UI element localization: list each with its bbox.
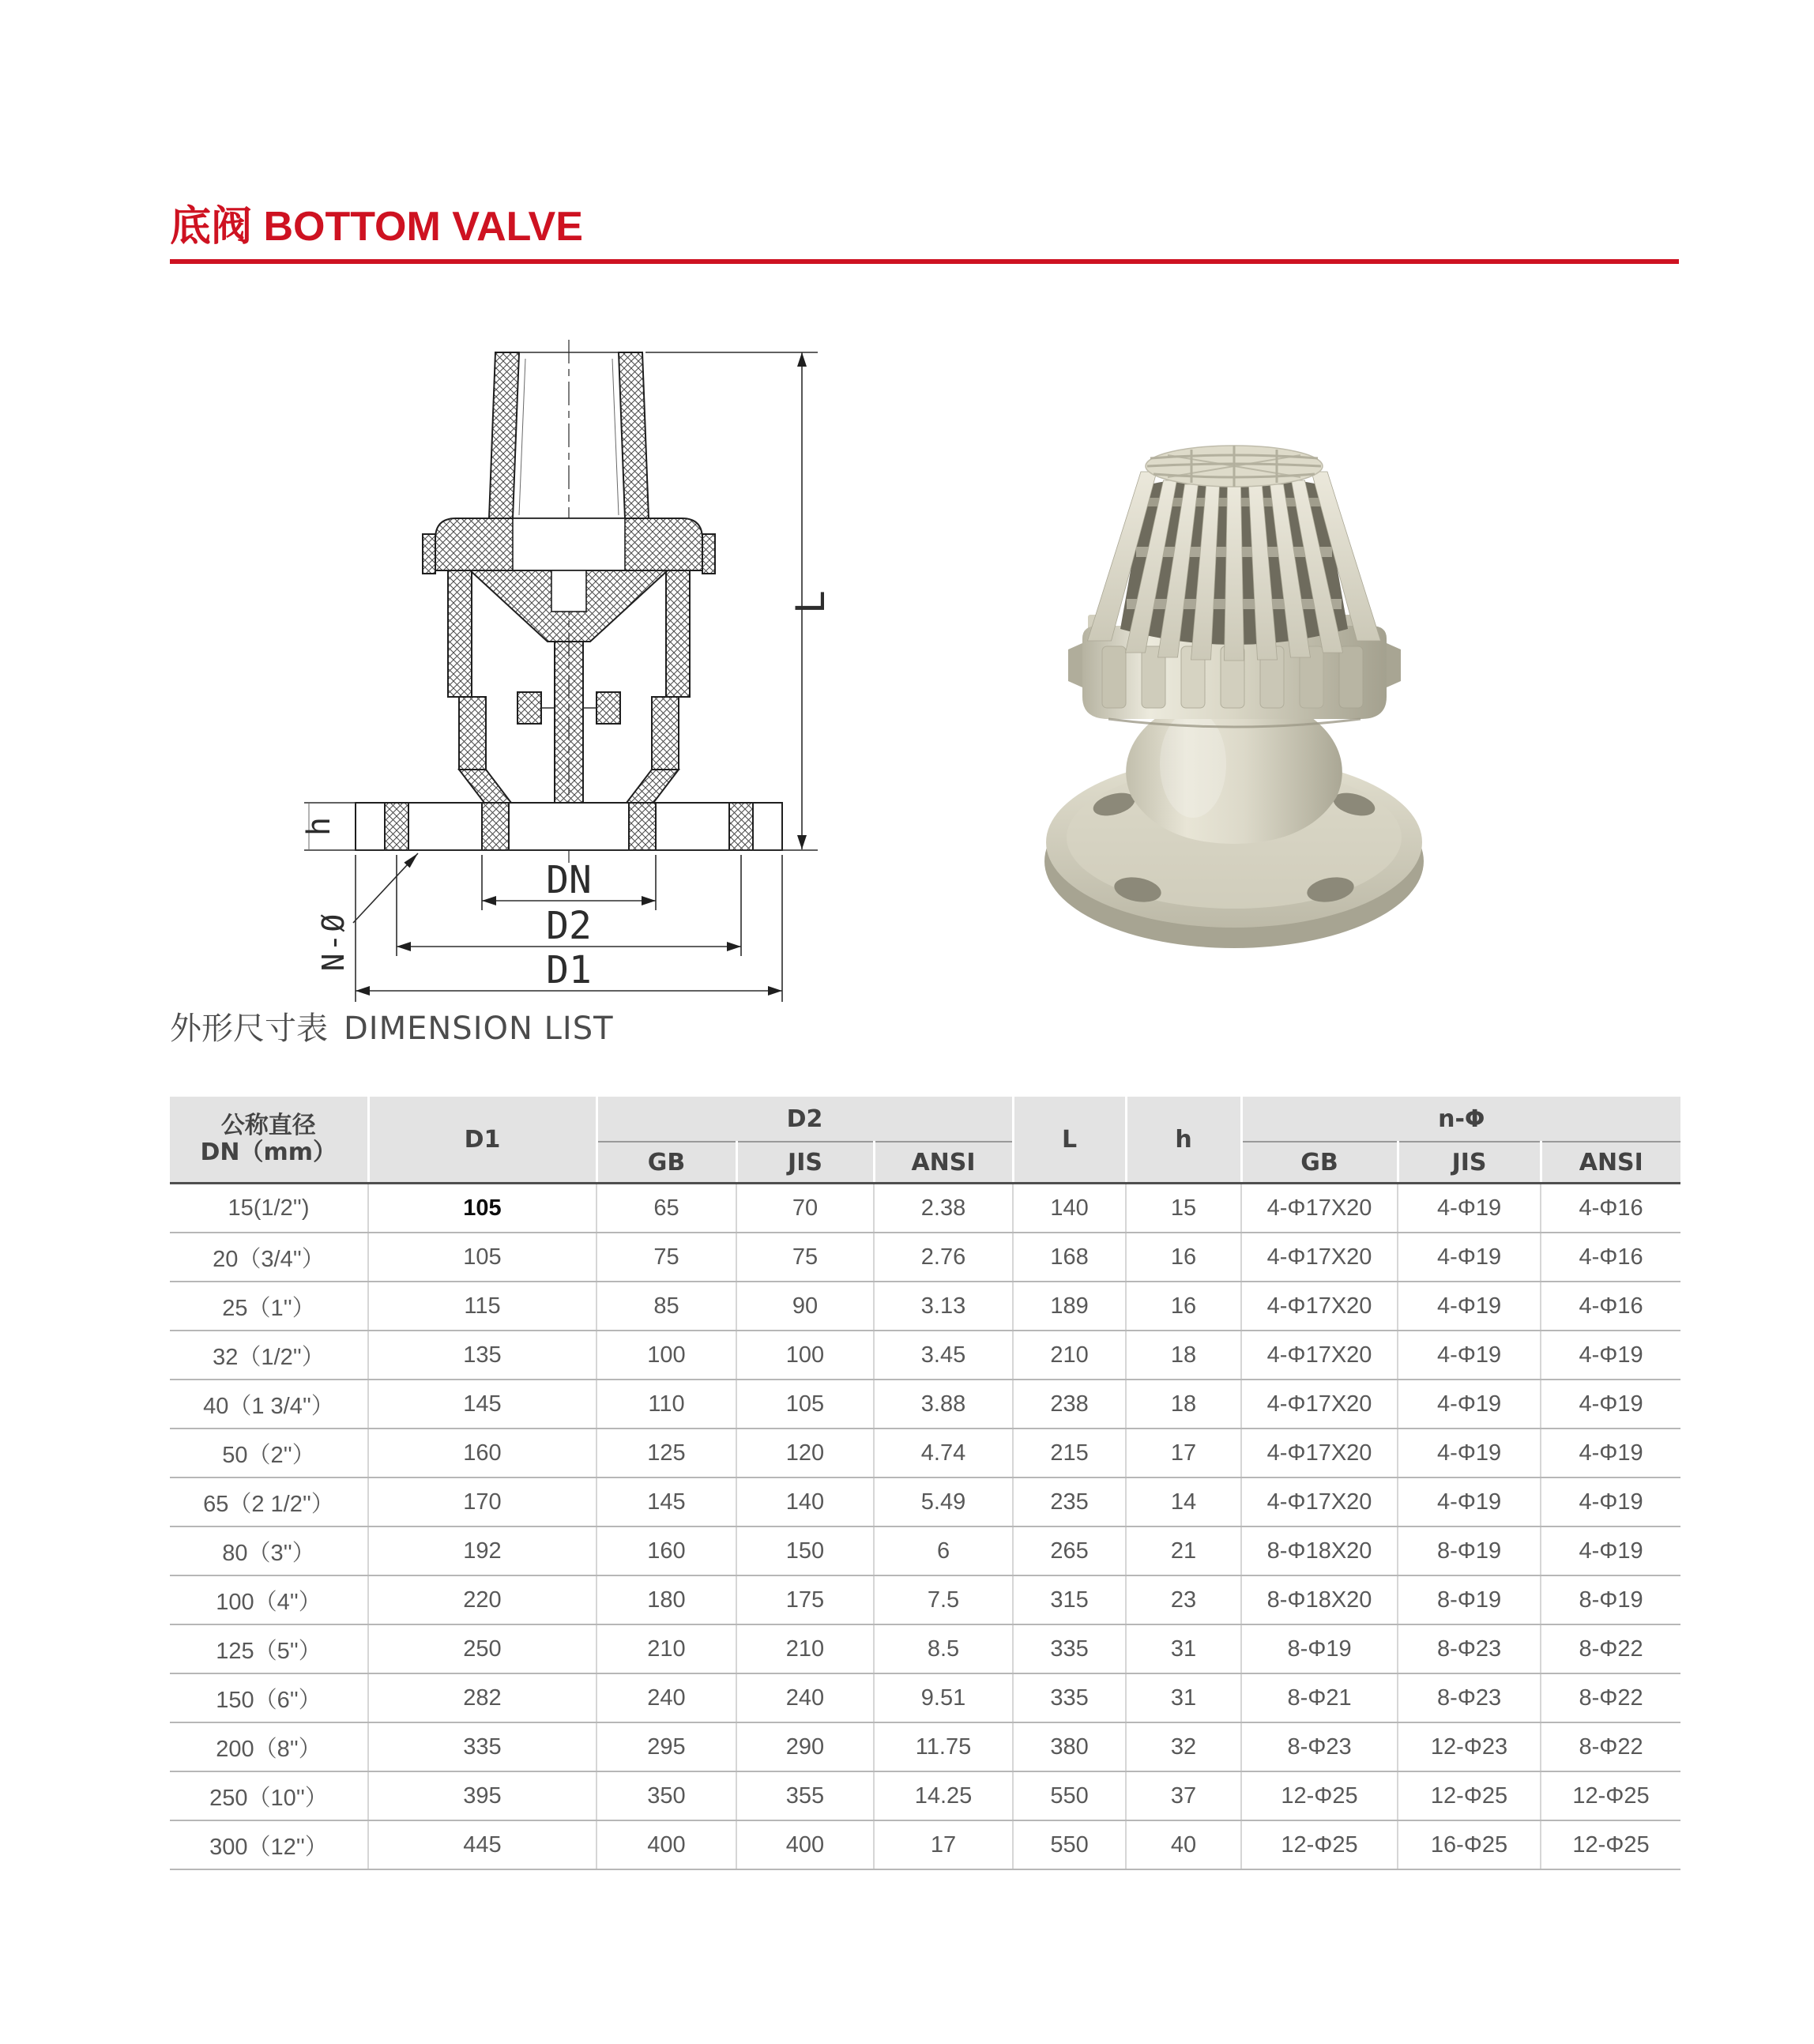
col-header-n-phi-group: n-Φ — [1241, 1097, 1680, 1142]
dim-label-d1: D1 — [546, 948, 592, 992]
cell-d2_gb: 100 — [597, 1331, 736, 1380]
cell-d1: 220 — [368, 1575, 597, 1624]
table-row — [170, 1722, 1680, 1771]
cell-h: 14 — [1126, 1477, 1241, 1526]
cell-d2_gb: 160 — [597, 1526, 736, 1575]
cell-dn: 50（2''） — [170, 1429, 368, 1477]
cell-n_ansi: 8-Φ22 — [1541, 1673, 1680, 1722]
cell-h: 15 — [1126, 1184, 1241, 1233]
cell-d2_gb: 350 — [597, 1771, 736, 1820]
cell-d2_gb: 65 — [597, 1184, 736, 1233]
cell-l: 550 — [1013, 1771, 1126, 1820]
subcol-d2-gb: GB — [597, 1142, 736, 1184]
cell-d2_ansi: 2.76 — [874, 1233, 1013, 1282]
cell-h: 32 — [1126, 1722, 1241, 1771]
cell-d2_gb: 240 — [597, 1673, 736, 1722]
cell-n_gb: 4-Φ17X20 — [1241, 1233, 1398, 1282]
cell-d2_gb: 180 — [597, 1575, 736, 1624]
cell-l: 140 — [1013, 1184, 1126, 1233]
cell-dn: 200（8''） — [170, 1722, 368, 1771]
cell-dn: 250（10''） — [170, 1771, 368, 1820]
col-header-d1: D1 — [368, 1097, 597, 1184]
cell-d2_ansi: 8.5 — [874, 1624, 1013, 1673]
table-row — [170, 1820, 1680, 1869]
cell-d2_jis: 400 — [736, 1820, 874, 1869]
cell-n_ansi: 8-Φ19 — [1541, 1575, 1680, 1624]
cell-l: 215 — [1013, 1429, 1126, 1477]
table-row — [170, 1233, 1680, 1282]
table-row — [170, 1282, 1680, 1331]
dimension-list-heading-en: DIMENSION LIST — [344, 1011, 614, 1047]
cell-n_gb: 4-Φ17X20 — [1241, 1282, 1398, 1331]
cell-d2_gb: 75 — [597, 1233, 736, 1282]
dimension-list-heading-zh: 外形尺寸表 — [170, 1011, 328, 1047]
table-row — [170, 1184, 1680, 1233]
valve-technical-drawing — [233, 340, 841, 1011]
cell-dn: 65（2 1/2''） — [170, 1477, 368, 1526]
dim-label-d2: D2 — [546, 904, 592, 948]
cell-l: 380 — [1013, 1722, 1126, 1771]
cell-d2_gb: 125 — [597, 1429, 736, 1477]
subcol-n-gb: GB — [1241, 1142, 1398, 1184]
table-row — [170, 1477, 1680, 1526]
cell-d1: 250 — [368, 1624, 597, 1673]
cell-d2_ansi: 3.88 — [874, 1380, 1013, 1429]
cell-dn: 125（5''） — [170, 1624, 368, 1673]
cell-dn: 150（6''） — [170, 1673, 368, 1722]
cell-h: 37 — [1126, 1771, 1241, 1820]
table-row — [170, 1771, 1680, 1820]
cell-d2_jis: 355 — [736, 1771, 874, 1820]
cell-d2_ansi: 3.45 — [874, 1331, 1013, 1380]
cell-d1: 105 — [368, 1233, 597, 1282]
subcol-n-ansi: ANSI — [1541, 1142, 1680, 1184]
cell-n_ansi: 4-Φ19 — [1541, 1380, 1680, 1429]
cell-d2_ansi: 11.75 — [874, 1722, 1013, 1771]
cell-n_gb: 4-Φ17X20 — [1241, 1184, 1398, 1233]
cell-d2_gb: 400 — [597, 1820, 736, 1869]
cell-n_jis: 16-Φ25 — [1398, 1820, 1541, 1869]
cell-l: 335 — [1013, 1673, 1126, 1722]
cell-dn: 15(1/2'') — [170, 1184, 368, 1233]
cell-dn: 300（12''） — [170, 1820, 368, 1869]
cell-d2_jis: 105 — [736, 1380, 874, 1429]
cell-d2_ansi: 9.51 — [874, 1673, 1013, 1722]
cell-d2_jis: 240 — [736, 1673, 874, 1722]
table-row — [170, 1673, 1680, 1722]
cell-d2_jis: 290 — [736, 1722, 874, 1771]
cell-n_gb: 4-Φ17X20 — [1241, 1380, 1398, 1429]
cell-n_ansi: 12-Φ25 — [1541, 1771, 1680, 1820]
cell-d1: 395 — [368, 1771, 597, 1820]
cell-n_jis: 12-Φ25 — [1398, 1771, 1541, 1820]
cell-d2_jis: 120 — [736, 1429, 874, 1477]
dim-label-dn: DN — [546, 858, 592, 902]
cell-n_jis: 8-Φ19 — [1398, 1526, 1541, 1575]
cell-d2_jis: 210 — [736, 1624, 874, 1673]
cell-d2_gb: 295 — [597, 1722, 736, 1771]
cell-l: 189 — [1013, 1282, 1126, 1331]
cell-n_gb: 12-Φ25 — [1241, 1771, 1398, 1820]
valve-body — [1126, 710, 1342, 844]
cell-n_ansi: 4-Φ16 — [1541, 1282, 1680, 1331]
cell-n_jis: 8-Φ23 — [1398, 1624, 1541, 1673]
table-row — [170, 1575, 1680, 1624]
cell-n_jis: 8-Φ23 — [1398, 1673, 1541, 1722]
subcol-n-jis: JIS — [1398, 1142, 1541, 1184]
cell-d1: 105 — [368, 1184, 597, 1233]
cell-n_gb: 8-Φ23 — [1241, 1722, 1398, 1771]
cell-l: 550 — [1013, 1820, 1126, 1869]
col-header-l: L — [1013, 1097, 1126, 1184]
cell-d2_jis: 70 — [736, 1184, 874, 1233]
table-row — [170, 1624, 1680, 1673]
table-row — [170, 1526, 1680, 1575]
page-title: 底阀 BOTTOM VALVE — [170, 204, 583, 250]
cell-n_jis: 4-Φ19 — [1398, 1331, 1541, 1380]
cell-dn: 40（1 3/4''） — [170, 1380, 368, 1429]
cell-n_gb: 8-Φ18X20 — [1241, 1526, 1398, 1575]
dimension-table-body — [170, 1184, 1680, 1870]
dimension-table — [170, 1097, 1680, 1870]
cell-n_jis: 4-Φ19 — [1398, 1380, 1541, 1429]
cell-n_jis: 4-Φ19 — [1398, 1477, 1541, 1526]
title-underline — [170, 259, 1679, 264]
cell-n_gb: 12-Φ25 — [1241, 1820, 1398, 1869]
cell-d1: 282 — [368, 1673, 597, 1722]
cell-n_gb: 4-Φ17X20 — [1241, 1429, 1398, 1477]
cell-h: 16 — [1126, 1282, 1241, 1331]
cell-n_ansi: 4-Φ16 — [1541, 1184, 1680, 1233]
subcol-d2-ansi: ANSI — [874, 1142, 1013, 1184]
col-header-dn-zh: 公称直径 — [220, 1111, 316, 1139]
cell-n_ansi: 8-Φ22 — [1541, 1624, 1680, 1673]
cell-d2_jis: 140 — [736, 1477, 874, 1526]
cell-l: 335 — [1013, 1624, 1126, 1673]
cell-n_gb: 8-Φ19 — [1241, 1624, 1398, 1673]
dim-label-n-phi: N-Ø — [316, 912, 351, 972]
cell-n_jis: 12-Φ23 — [1398, 1722, 1541, 1771]
cell-d1: 170 — [368, 1477, 597, 1526]
cell-d1: 445 — [368, 1820, 597, 1869]
cell-n_ansi: 12-Φ25 — [1541, 1820, 1680, 1869]
cell-d2_ansi: 5.49 — [874, 1477, 1013, 1526]
cell-dn: 25（1''） — [170, 1282, 368, 1331]
cell-h: 17 — [1126, 1429, 1241, 1477]
cell-d1: 115 — [368, 1282, 597, 1331]
cell-n_jis: 4-Φ19 — [1398, 1184, 1541, 1233]
cell-n_gb: 8-Φ18X20 — [1241, 1575, 1398, 1624]
cell-d2_gb: 110 — [597, 1380, 736, 1429]
cell-n_gb: 8-Φ21 — [1241, 1673, 1398, 1722]
cell-d2_gb: 210 — [597, 1624, 736, 1673]
cell-dn: 80（3''） — [170, 1526, 368, 1575]
table-row — [170, 1331, 1680, 1380]
cell-h: 23 — [1126, 1575, 1241, 1624]
cell-n_ansi: 4-Φ19 — [1541, 1526, 1680, 1575]
product-photo-svg — [1035, 365, 1434, 969]
cell-h: 31 — [1126, 1624, 1241, 1673]
cell-d2_jis: 75 — [736, 1233, 874, 1282]
dimension-table-header — [170, 1097, 1680, 1184]
dim-label-l: L — [788, 589, 834, 615]
cell-n_jis: 4-Φ19 — [1398, 1233, 1541, 1282]
cell-n_ansi: 4-Φ19 — [1541, 1477, 1680, 1526]
cell-h: 16 — [1126, 1233, 1241, 1282]
cell-d1: 160 — [368, 1429, 597, 1477]
col-header-d2-group: D2 — [597, 1097, 1013, 1142]
cell-n_ansi: 8-Φ22 — [1541, 1722, 1680, 1771]
cell-d2_ansi: 14.25 — [874, 1771, 1013, 1820]
cell-d2_ansi: 7.5 — [874, 1575, 1013, 1624]
cell-n_ansi: 4-Φ19 — [1541, 1429, 1680, 1477]
cell-d2_ansi: 3.13 — [874, 1282, 1013, 1331]
cell-n_ansi: 4-Φ19 — [1541, 1331, 1680, 1380]
cell-dn: 32（1/2''） — [170, 1331, 368, 1380]
cell-h: 40 — [1126, 1820, 1241, 1869]
table-row — [170, 1380, 1680, 1429]
cell-h: 18 — [1126, 1380, 1241, 1429]
cell-l: 315 — [1013, 1575, 1126, 1624]
cell-d2_ansi: 6 — [874, 1526, 1013, 1575]
technical-drawing-svg — [233, 340, 841, 1007]
cell-dn: 100（4''） — [170, 1575, 368, 1624]
cell-l: 235 — [1013, 1477, 1126, 1526]
cell-h: 18 — [1126, 1331, 1241, 1380]
cell-l: 168 — [1013, 1233, 1126, 1282]
col-header-h: h — [1126, 1097, 1241, 1184]
cell-dn: 20（3/4''） — [170, 1233, 368, 1282]
cell-n_ansi: 4-Φ16 — [1541, 1233, 1680, 1282]
cell-n_jis: 4-Φ19 — [1398, 1429, 1541, 1477]
cell-d2_jis: 100 — [736, 1331, 874, 1380]
col-header-dn-unit: DN（mm） — [200, 1139, 337, 1166]
cell-n_gb: 4-Φ17X20 — [1241, 1331, 1398, 1380]
cell-n_jis: 8-Φ19 — [1398, 1575, 1541, 1624]
cell-n_gb: 4-Φ17X20 — [1241, 1477, 1398, 1526]
cell-l: 210 — [1013, 1331, 1126, 1380]
cell-d2_gb: 145 — [597, 1477, 736, 1526]
dim-label-h: h — [301, 816, 337, 837]
cell-d2_jis: 90 — [736, 1282, 874, 1331]
cell-d2_ansi: 2.38 — [874, 1184, 1013, 1233]
col-header-dn — [170, 1097, 368, 1184]
cell-l: 265 — [1013, 1526, 1126, 1575]
cell-h: 21 — [1126, 1526, 1241, 1575]
cell-n_jis: 4-Φ19 — [1398, 1282, 1541, 1331]
cell-d2_jis: 175 — [736, 1575, 874, 1624]
cell-d1: 145 — [368, 1380, 597, 1429]
cell-d2_jis: 150 — [736, 1526, 874, 1575]
cell-d1: 335 — [368, 1722, 597, 1771]
cell-l: 238 — [1013, 1380, 1126, 1429]
cell-d2_ansi: 17 — [874, 1820, 1013, 1869]
cell-h: 31 — [1126, 1673, 1241, 1722]
table-row — [170, 1429, 1680, 1477]
cell-d1: 192 — [368, 1526, 597, 1575]
cell-d2_gb: 85 — [597, 1282, 736, 1331]
subcol-d2-jis: JIS — [736, 1142, 874, 1184]
dimension-list-heading — [170, 1003, 614, 1048]
cell-d2_ansi: 4.74 — [874, 1429, 1013, 1477]
valve-product-photo — [1035, 365, 1434, 973]
cell-d1: 135 — [368, 1331, 597, 1380]
